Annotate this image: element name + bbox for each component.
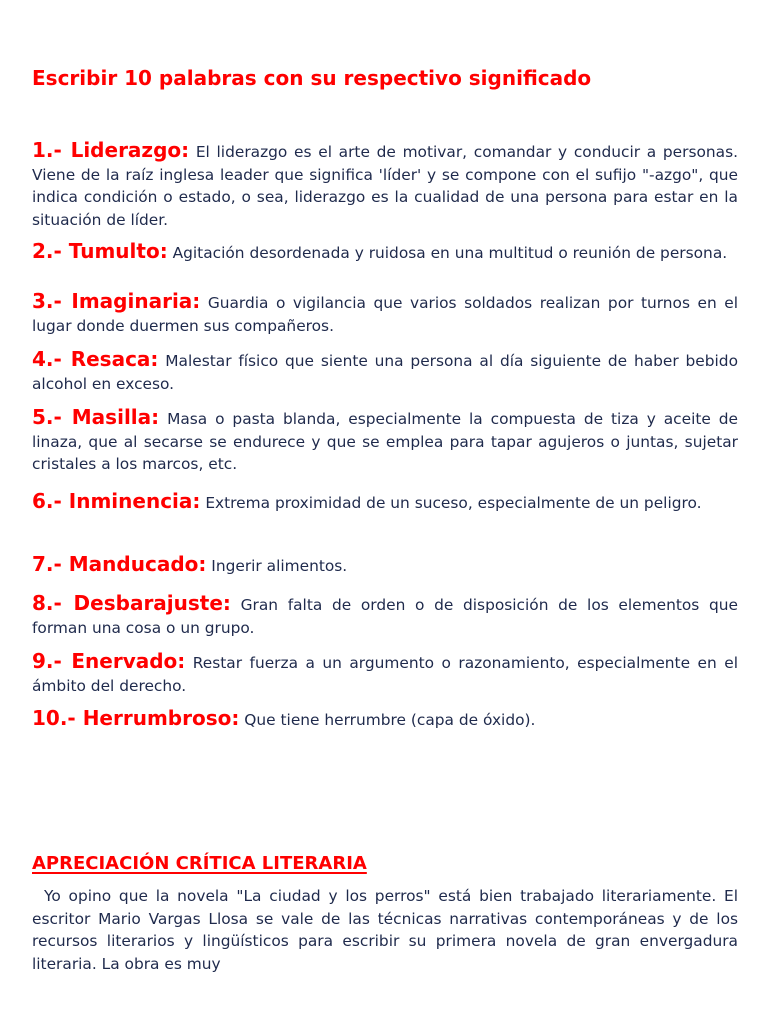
entry-term: 5.- Masilla: <box>32 405 160 429</box>
entry-term: 9.- Enervado: <box>32 649 186 673</box>
entry-definition: Agitación desordenada y ruidosa en una multitud o reunión de persona. <box>172 244 728 262</box>
entry-term: 2.- Tumulto: <box>32 239 168 263</box>
entry-imaginaria <box>32 290 738 337</box>
entry-liderazgo <box>32 139 738 231</box>
entry-term: 7.- Manducado: <box>32 552 207 576</box>
entry-definition: Ingerir alimentos. <box>211 557 348 575</box>
entry-definition: Que tiene herrumbre (capa de óxido). <box>244 711 536 729</box>
entry-definition: Gran falta de orden o de disposición de los elementos que forman una cosa o un grupo. <box>32 596 738 637</box>
document-title: Escribir 10 palabras con su respectivo significado <box>32 66 592 90</box>
entry-definition: Restar fuerza a un argumento o razonamiento, especialmente en el ámbito del derecho. <box>32 654 738 695</box>
entry-enervado <box>32 650 738 697</box>
entry-definition: Extrema proximidad de un suceso, especialmente de un peligro. <box>205 494 702 512</box>
entry-definition: Masa o pasta blanda, especialmente la compuesta de tiza y aceite de linaza, que al secarse se endurece y que se emplea para tapar agujeros o juntas, sujetar cristales a los marcos, etc. <box>32 410 739 473</box>
entry-herrumbroso <box>32 707 738 732</box>
entry-definition: Guardia o vigilancia que varios soldados realizan por turnos en el lugar donde duermen sus compañeros. <box>32 294 738 335</box>
entry-term: 4.- Resaca: <box>32 347 159 371</box>
entry-masilla <box>32 406 738 476</box>
entry-term: 10.- Herrumbroso: <box>32 706 240 730</box>
entry-desbarajuste <box>32 592 738 639</box>
entry-term: 1.- Liderazgo: <box>32 138 190 162</box>
entry-term: 8.- Desbarajuste: <box>32 591 231 615</box>
entry-definition: Malestar físico que siente una persona al día siguiente de haber bebido alcohol en exceso. <box>32 352 738 393</box>
entry-definition: El liderazgo es el arte de motivar, comandar y conducir a personas. Viene de la raíz inglesa leader que significa 'líder' y se compone con el sufijo "-azgo", que indica condición o estado, o sea, liderazgo es la cualidad de una persona para estar en la situación de líder. <box>32 143 738 229</box>
entry-manducado <box>32 553 738 578</box>
entry-inminencia <box>32 486 738 519</box>
entry-tumulto <box>32 240 738 265</box>
entry-term: 3.- Imaginaria: <box>32 289 201 313</box>
essay-paragraph: Yo opino que la novela "La ciudad y los perros" está bien trabajado literariamente. El escritor Mario Vargas Llosa se vale de las técnicas narrativas contemporáneas y de los recursos literarios y lingüísticos para escribir su primera novela de gran envergadura literaria. La obra es muy <box>32 887 738 973</box>
entry-resaca <box>32 348 738 395</box>
section-title: APRECIACIÓN CRÍTICA LITERARIA <box>32 853 367 874</box>
entry-term: 6.- Inminencia: <box>32 489 201 513</box>
